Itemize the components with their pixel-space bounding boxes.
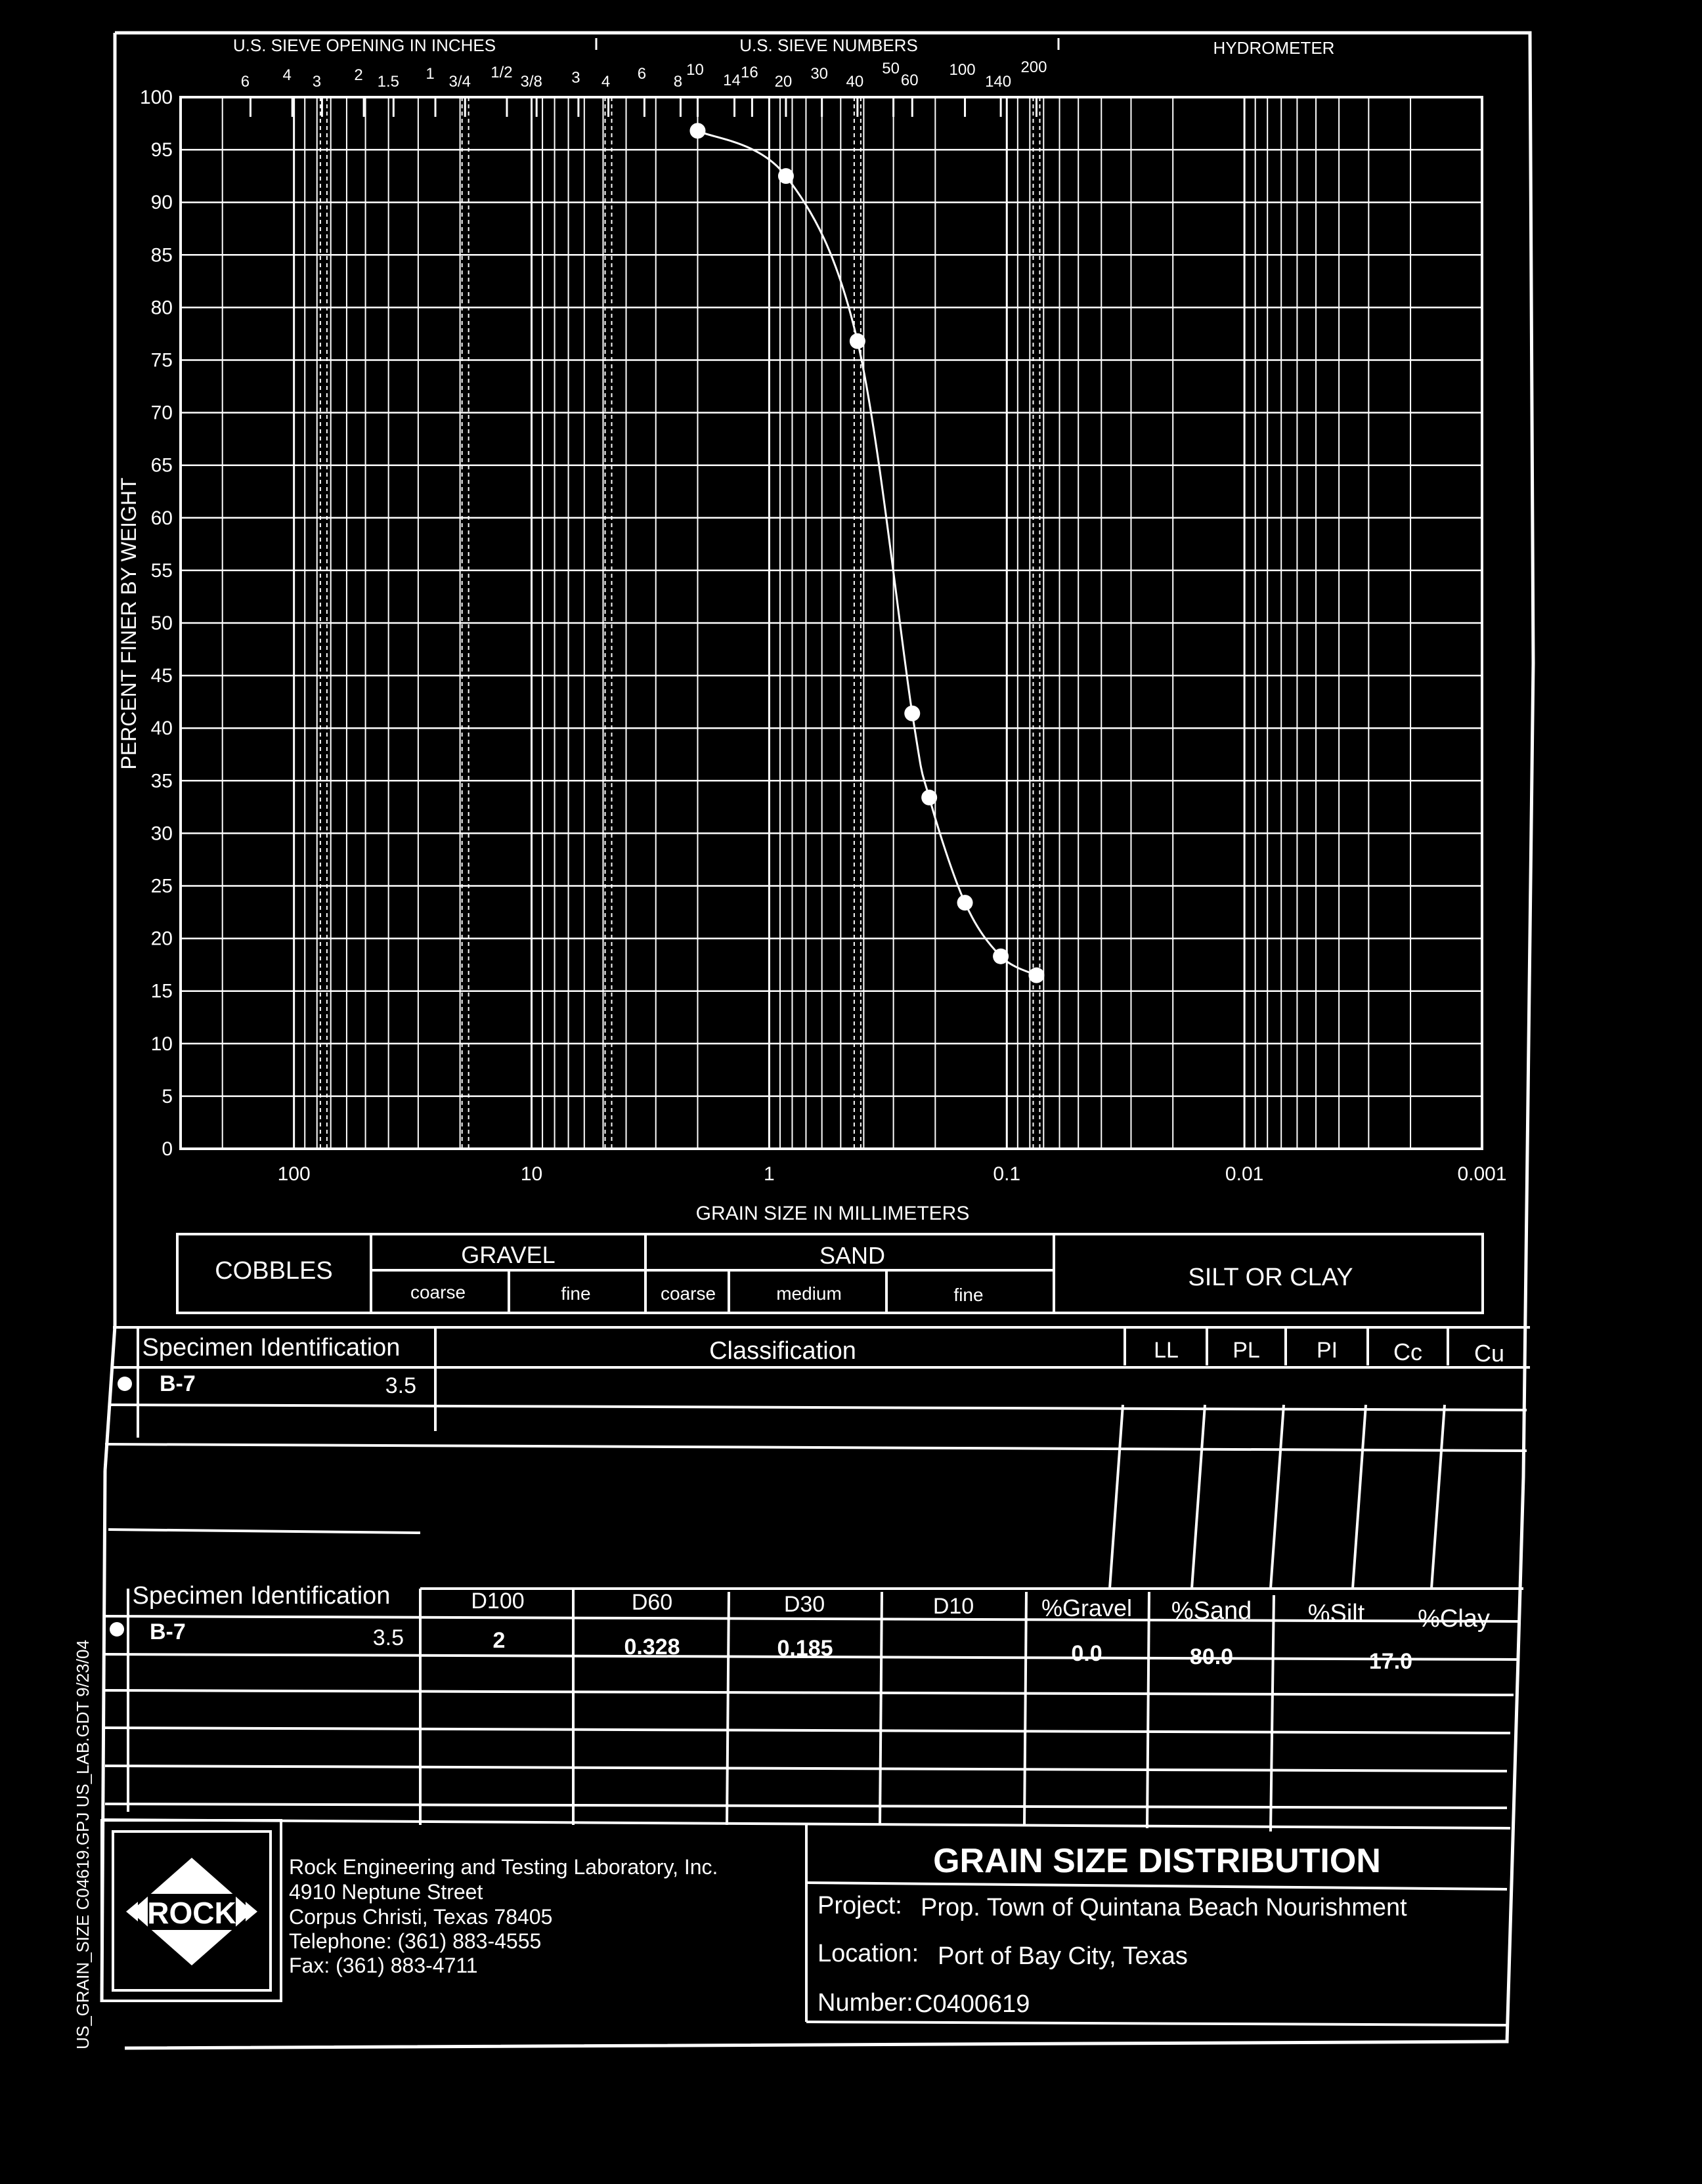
x-tick-label: 1	[764, 1163, 775, 1185]
t1-specimen-depth: 3.5	[385, 1373, 416, 1398]
y-tick-label: 80	[150, 297, 173, 319]
y-tick-label: 50	[150, 612, 173, 634]
sand-medium-label: medium	[776, 1283, 842, 1304]
data-point	[778, 168, 794, 184]
t2-silt-header: %Silt	[1307, 1600, 1365, 1627]
t2-specimen-id: B-7	[150, 1619, 186, 1644]
sieve-inch-label: 1/2	[491, 64, 513, 81]
sieve-inch-label: 3/8	[520, 73, 542, 91]
t1-ll-header: LL	[1154, 1338, 1179, 1363]
t2-d60-value: 0.328	[624, 1635, 680, 1659]
logo-text: ROCK	[147, 1896, 236, 1930]
t2-d60-header: D60	[631, 1590, 673, 1615]
data-point	[957, 895, 973, 910]
project-label: Project:	[818, 1892, 902, 1919]
y-tick-label: 40	[150, 717, 173, 740]
sieve-number-label: 8	[673, 73, 683, 91]
gravel-coarse-label: coarse	[410, 1282, 466, 1302]
sieve-number-label: 10	[686, 61, 704, 79]
sieve-number-label: 4	[601, 73, 611, 91]
sieve-number-label: 30	[810, 65, 829, 83]
sieve-number-label: 14	[723, 72, 741, 89]
company-phone: Telephone: (361) 883-4555	[289, 1929, 542, 1953]
sieve-number-label: 40	[846, 73, 864, 91]
y-tick-label: 95	[150, 139, 173, 161]
y-axis-label: PERCENT FINER BY WEIGHT	[117, 477, 141, 770]
y-tick-label: 35	[150, 770, 173, 792]
side-file-label: US_GRAIN_SIZE C04619.GPJ US_LAB.GDT 9/23/04	[73, 1640, 93, 2049]
t2-sand-header: %Sand	[1171, 1597, 1252, 1625]
y-tick-label: 60	[150, 507, 173, 529]
y-tick-label: 70	[150, 402, 173, 424]
data-point	[993, 949, 1009, 964]
data-point	[904, 706, 920, 721]
x-axis-label: GRAIN SIZE IN MILLIMETERS	[695, 1203, 970, 1224]
company-city: Corpus Christi, Texas 78405	[289, 1905, 553, 1929]
location-value: Port of Bay City, Texas	[938, 1942, 1188, 1970]
sieve-inch-label: 1.5	[377, 73, 399, 91]
sand-coarse-label: coarse	[660, 1283, 716, 1304]
y-tick-label: 5	[162, 1085, 173, 1107]
t1-marker-icon	[118, 1377, 132, 1391]
sieve-numbers-title: U.S. SIEVE NUMBERS	[739, 35, 918, 55]
sieve-number-label: 200	[1020, 58, 1047, 76]
t1-pi-header: PI	[1316, 1338, 1338, 1363]
t2-d30-value: 0.185	[777, 1636, 833, 1661]
t2-d30-header: D30	[783, 1592, 825, 1617]
sieve-inch-label: 1	[426, 65, 435, 83]
location-label: Location:	[818, 1940, 919, 1967]
x-tick-label: 0.1	[993, 1163, 1021, 1185]
y-tick-label: 45	[150, 665, 173, 687]
y-tick-label: 85	[150, 244, 173, 267]
x-tick-label: 10	[520, 1163, 543, 1185]
sieve-number-label: 16	[741, 64, 758, 81]
company-name: Rock Engineering and Testing Laboratory, Inc.	[289, 1855, 718, 1879]
y-tick-label: 25	[150, 875, 173, 897]
cobbles-label: COBBLES	[215, 1257, 333, 1285]
t2-clay-header: %Clay	[1418, 1605, 1490, 1633]
sand-fine-label: fine	[953, 1285, 984, 1305]
t2-silt-clay-value: 17.0	[1368, 1649, 1413, 1674]
data-point	[850, 333, 865, 349]
t1-specimen-id: B-7	[160, 1371, 196, 1396]
t2-specimen-depth: 3.5	[372, 1625, 404, 1650]
sieve-inch-label: 2	[354, 66, 363, 84]
y-tick-label: 15	[150, 980, 173, 1002]
sieve-number-label: 20	[774, 73, 793, 91]
data-point	[1028, 968, 1044, 983]
t2-specimen-header: Specimen Identification	[132, 1582, 391, 1610]
data-point	[689, 123, 705, 139]
x-tick-label: 100	[277, 1163, 311, 1185]
t2-gravel-value: 0.0	[1071, 1641, 1102, 1666]
t2-marker-icon	[110, 1622, 124, 1637]
t2-d100-value: 2	[492, 1628, 506, 1653]
project-value: Prop. Town of Quintana Beach Nourishment	[921, 1894, 1407, 1921]
number-label: Number:	[818, 1989, 913, 2017]
company-fax: Fax: (361) 883-4711	[289, 1954, 478, 1977]
sieve-number-label: 6	[637, 65, 647, 83]
sieve-number-label: 50	[882, 60, 900, 77]
sieve-number-label: 60	[900, 72, 919, 89]
x-tick-label: 0.01	[1225, 1163, 1264, 1185]
sieve-number-label: 140	[985, 73, 1012, 91]
data-point	[921, 790, 937, 805]
t2-sand-value: 80.0	[1189, 1644, 1234, 1669]
hydrometer-title: HYDROMETER	[1213, 38, 1335, 58]
gravel-label: GRAVEL	[461, 1241, 556, 1268]
sieve-inch-label: 3	[312, 73, 322, 91]
y-tick-label: 55	[150, 559, 173, 582]
sieve-number-label: 3	[571, 69, 580, 87]
y-tick-label: 100	[139, 87, 173, 108]
sieve-number-label: 100	[949, 61, 976, 79]
t1-specimen-header: Specimen Identification	[142, 1334, 401, 1361]
sieve-inch-label: 6	[240, 73, 250, 91]
t1-classification-header: Classification	[709, 1337, 856, 1365]
company-street: 4910 Neptune Street	[289, 1880, 483, 1904]
t1-pl-header: PL	[1233, 1338, 1260, 1363]
report-title: GRAIN SIZE DISTRIBUTION	[933, 1842, 1381, 1880]
y-tick-label: 10	[150, 1033, 173, 1055]
y-tick-label: 30	[150, 823, 173, 845]
y-tick-label: 0	[162, 1138, 173, 1160]
y-tick-label: 65	[150, 454, 173, 477]
sand-label: SAND	[819, 1242, 886, 1269]
y-tick-label: 20	[150, 928, 173, 950]
t2-d10-header: D10	[932, 1594, 974, 1619]
gravel-fine-label: fine	[561, 1283, 591, 1304]
y-tick-label: 90	[150, 192, 173, 214]
t2-d100-header: D100	[471, 1589, 525, 1614]
sieve-inch-label: 4	[282, 66, 292, 84]
t1-cc-header: Cc	[1393, 1338, 1422, 1365]
sieve-inches-title: U.S. SIEVE OPENING IN INCHES	[232, 35, 496, 55]
number-value: C0400619	[915, 1990, 1030, 2018]
t2-gravel-header: %Gravel	[1041, 1595, 1133, 1621]
t1-cu-header: Cu	[1473, 1340, 1505, 1367]
silt-clay-label: SILT OR CLAY	[1188, 1264, 1353, 1291]
x-tick-label: 0.001	[1457, 1163, 1507, 1185]
y-tick-label: 75	[150, 349, 173, 372]
sieve-inch-label: 3/4	[448, 73, 471, 91]
